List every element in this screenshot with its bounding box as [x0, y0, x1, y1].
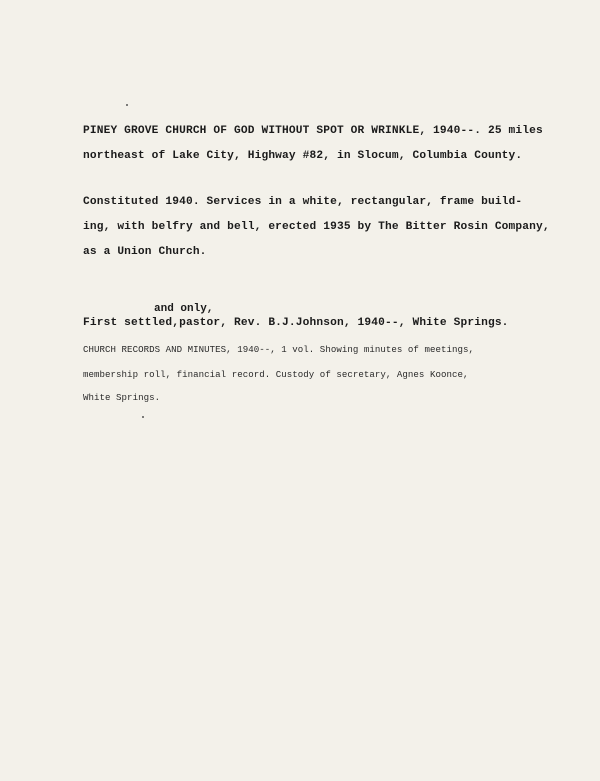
- bleed-through-text: [170, 68, 430, 110]
- description-line-3: as a Union Church.: [83, 246, 207, 258]
- church-title-line: PINEY GROVE CHURCH OF GOD WITHOUT SPOT OR WRINKLE, 1940--. 25 miles: [83, 125, 543, 137]
- description-line-2: ing, with belfry and bell, erected 1935 by The Bitter Rosin Company,: [83, 221, 550, 233]
- ink-speck: [126, 104, 128, 106]
- church-location-line: northeast of Lake City, Highway #82, in Slocum, Columbia County.: [83, 150, 523, 162]
- records-line-3: White Springs.: [83, 392, 161, 403]
- pastor-insertion: and only,: [154, 303, 214, 315]
- records-line-2: membership roll, financial record. Custody of secretary, Agnes Koonce,: [83, 369, 469, 380]
- ink-speck: [142, 416, 144, 418]
- pastor-line: First settled,pastor, Rev. B.J.Johnson, 1940--, White Springs.: [83, 317, 509, 329]
- records-line-1: CHURCH RECORDS AND MINUTES, 1940--, 1 vol. Showing minutes of meetings,: [83, 344, 475, 355]
- description-line-1: Constituted 1940. Services in a white, rectangular, frame build-: [83, 196, 523, 208]
